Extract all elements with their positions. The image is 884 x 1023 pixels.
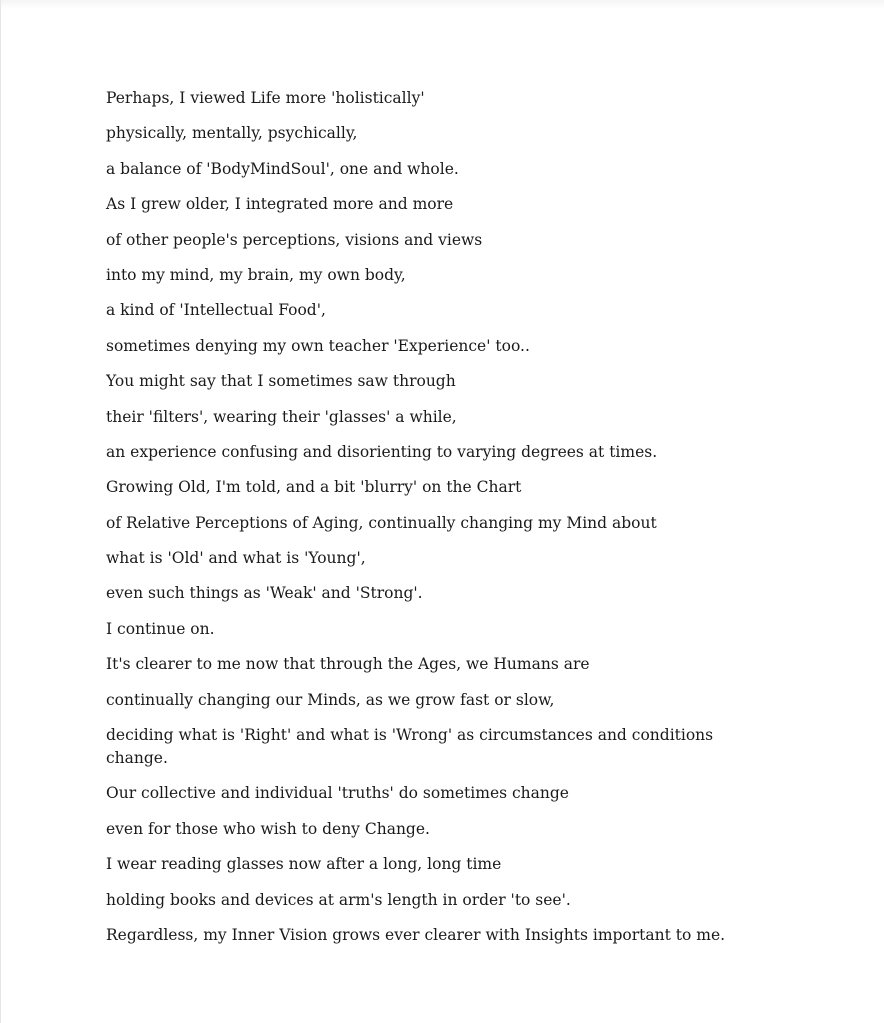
poem-line: into my mind, my brain, my own body,	[106, 265, 406, 284]
poem-line: You might say that I sometimes saw through	[106, 372, 456, 391]
poem-line: holding books and devices at arm's length in order 'to see'.	[106, 890, 571, 909]
left-page-edge	[0, 0, 1, 1023]
poem-line: a balance of 'BodyMindSoul', one and whole.	[106, 159, 459, 178]
poem-line: an experience confusing and disorienting to varying degrees at times.	[106, 442, 658, 461]
poem-line: even for those who wish to deny Change.	[106, 819, 430, 838]
poem-line: physically, mentally, psychically,	[106, 124, 358, 143]
poem-line: their 'filters', wearing their 'glasses' a while,	[106, 407, 457, 426]
poem-line: sometimes denying my own teacher 'Experience' too..	[106, 336, 530, 355]
poem-line: As I grew older, I integrated more and more	[106, 195, 454, 214]
poem-line: Growing Old, I'm told, and a bit 'blurry' on the Chart	[106, 478, 522, 497]
poem-line: Our collective and individual 'truths' do sometimes change	[106, 784, 569, 803]
poem-body	[106, 87, 746, 959]
poem-line: of Relative Perceptions of Aging, continually changing my Mind about	[106, 513, 657, 532]
poem-line: I continue on.	[106, 619, 215, 638]
poem-line: It's clearer to me now that through the Ages, we Humans are	[106, 655, 590, 674]
poem-line: Regardless, my Inner Vision grows ever clearer with Insights important to me.	[106, 925, 726, 944]
poem-line: Perhaps, I viewed Life more 'holistically'	[106, 89, 425, 107]
poem-line: deciding what is 'Right' and what is 'Wrong' as circumstances and conditions change.	[106, 726, 714, 768]
poem-line: even such things as 'Weak' and 'Strong'.	[106, 584, 423, 603]
poem-line: of other people's perceptions, visions and views	[106, 230, 483, 249]
poem-line: I wear reading glasses now after a long, long time	[106, 855, 502, 874]
top-edge-shadow	[0, 0, 884, 9]
poem-line: what is 'Old' and what is 'Young',	[106, 549, 366, 568]
poem-line: a kind of 'Intellectual Food',	[106, 301, 326, 320]
poem-line: continually changing our Minds, as we grow fast or slow,	[106, 690, 555, 709]
